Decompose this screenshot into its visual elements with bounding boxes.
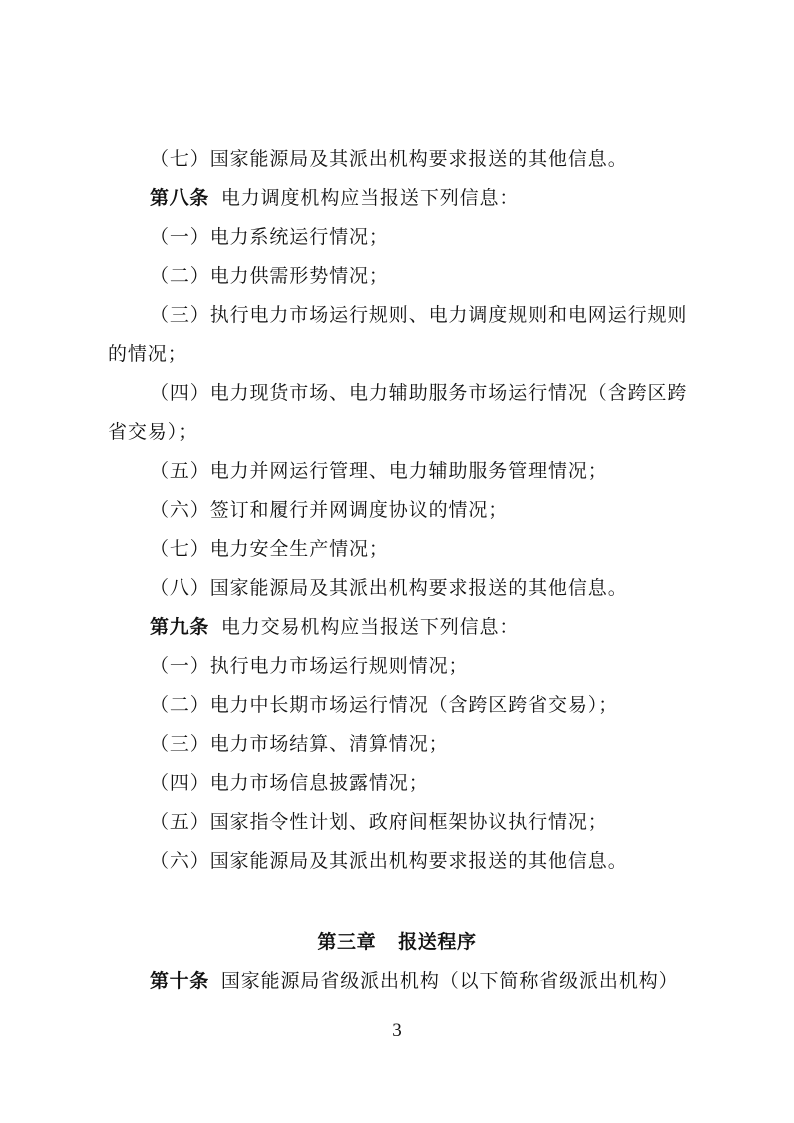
chapter-number: 第三章 xyxy=(317,931,377,953)
list-item: （一）执行电力市场运行规则情况； xyxy=(150,655,469,677)
paragraph-line: 电力交易机构应当报送下列信息： xyxy=(220,616,520,638)
list-item: （七）电力安全生产情况； xyxy=(150,538,389,560)
list-item: （五）国家指令性计划、政府间框架协议执行情况； xyxy=(150,811,608,833)
list-item: （六）签订和履行并网调度协议的情况； xyxy=(150,499,509,521)
article-8-heading xyxy=(150,186,519,210)
article-10-heading xyxy=(150,969,679,993)
chapter-heading xyxy=(0,930,794,954)
article-label: 第十条 xyxy=(150,970,209,992)
chapter-title: 报送程序 xyxy=(398,931,477,953)
list-item-continuation: 的情况； xyxy=(108,343,188,365)
list-item: （一）电力系统运行情况； xyxy=(150,226,389,248)
article-label: 第八条 xyxy=(150,187,209,209)
paragraph-line: 国家能源局省级派出机构（以下简称省级派出机构） xyxy=(220,970,679,992)
list-item: （四）电力市场信息披露情况； xyxy=(150,772,429,794)
list-item: （六）国家能源局及其派出机构要求报送的其他信息。 xyxy=(150,850,628,872)
list-item: （五）电力并网运行管理、电力辅助服务管理情况； xyxy=(150,460,608,482)
list-item: （二）电力供需形势情况； xyxy=(150,265,389,287)
list-item-continuation: 省交易）； xyxy=(108,421,199,443)
article-9-heading xyxy=(150,615,519,639)
list-item: （二）电力中长期市场运行情况（含跨区跨省交易）； xyxy=(150,694,619,716)
list-item: （三）执行电力市场运行规则、电力调度规则和电网运行规则 xyxy=(150,304,688,326)
list-item: （四）电力现货市场、电力辅助服务市场运行情况（含跨区跨 xyxy=(150,382,688,404)
page-number: 3 xyxy=(392,1020,402,1041)
paragraph-line: 电力调度机构应当报送下列信息： xyxy=(220,187,520,209)
list-item: （三）电力市场结算、清算情况； xyxy=(150,733,449,755)
article-label: 第九条 xyxy=(150,616,209,638)
list-item: （八）国家能源局及其派出机构要求报送的其他信息。 xyxy=(150,577,628,599)
paragraph-line: （七）国家能源局及其派出机构要求报送的其他信息。 xyxy=(150,148,628,170)
